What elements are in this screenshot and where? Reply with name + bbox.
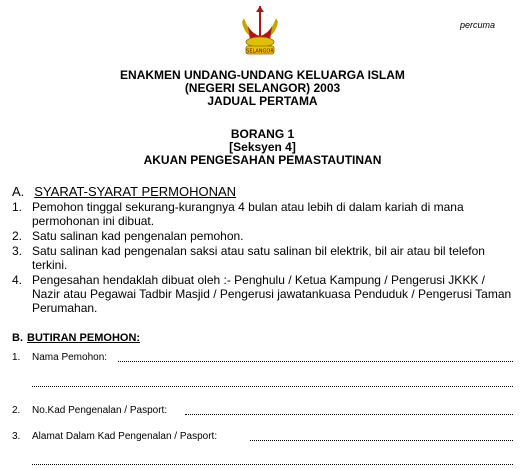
field-number: 3. [12,431,21,442]
requirements-list [12,200,512,316]
form-section: [Seksyen 4] [229,140,296,154]
heading-line-1: ENAKMEN UNDANG-UNDANG KELUARGA ISLAM [120,68,405,82]
list-item [12,273,512,315]
section-b-letter: B. [12,332,23,344]
field-applicant-name [12,352,107,364]
heading-line-2: (NEGERI SELANGOR) 2003 [184,81,341,95]
selangor-crest-icon [238,4,282,58]
ic-passport-blank[interactable] [185,414,513,415]
field-number: 2. [12,405,21,416]
section-a-heading [12,184,236,199]
field-label: No.Kad Pengenalan / Pasport: [32,405,168,416]
field-label: Alamat Dalam Kad Pengenalan / Pasport: [32,431,218,442]
address-blank[interactable] [250,440,513,441]
applicant-name-blank-2[interactable] [32,386,513,387]
free-note: percuma [459,20,495,30]
field-address [12,431,217,443]
applicant-name-blank[interactable] [118,361,513,362]
section-b-heading [12,332,140,344]
section-a-letter: A. [12,184,25,199]
item-text: Satu salinan kad pengenalan pemohon. [32,229,244,243]
section-a-title: SYARAT-SYARAT PERMOHONAN [34,184,237,199]
address-blank-2[interactable] [32,464,513,465]
form-number: BORANG 1 [230,127,295,141]
heading-line-3: JADUAL PERTAMA [207,94,318,108]
field-label: Nama Pemohon: [32,352,108,363]
field-number: 1. [12,352,21,363]
crest-text: SELANGOR [246,48,274,55]
item-text: Pemohon tinggal sekurang-kurangnya 4 bulan atau lebih di dalam kariah di mana permohonan ini dibuat. [32,200,464,228]
field-ic-passport [12,405,167,417]
list-item [12,229,512,243]
item-number: 1. [12,200,23,214]
form-heading [0,128,525,167]
item-number: 3. [12,244,23,258]
document-heading [0,69,525,108]
item-number: 4. [12,273,23,287]
item-number: 2. [12,229,23,243]
section-b-title: BUTIRAN PEMOHON: [27,332,141,344]
item-text: Pengesahan hendaklah dibuat oleh :- Penghulu / Ketua Kampung / Pengerusi JKKK / Nazir atau Pegawai Tadbir Masjid / Pengerusi jawatankuasa Penduduk / Pengerusi Taman Perumahan. [32,273,512,315]
list-item [12,200,512,228]
form-title: AKUAN PENGESAHAN PEMASTAUTINAN [143,153,382,167]
list-item [12,244,512,272]
item-text: Satu salinan kad pengenalan saksi atau satu salinan bil elektrik, bil air atau bil telefon terkini. [32,244,485,272]
